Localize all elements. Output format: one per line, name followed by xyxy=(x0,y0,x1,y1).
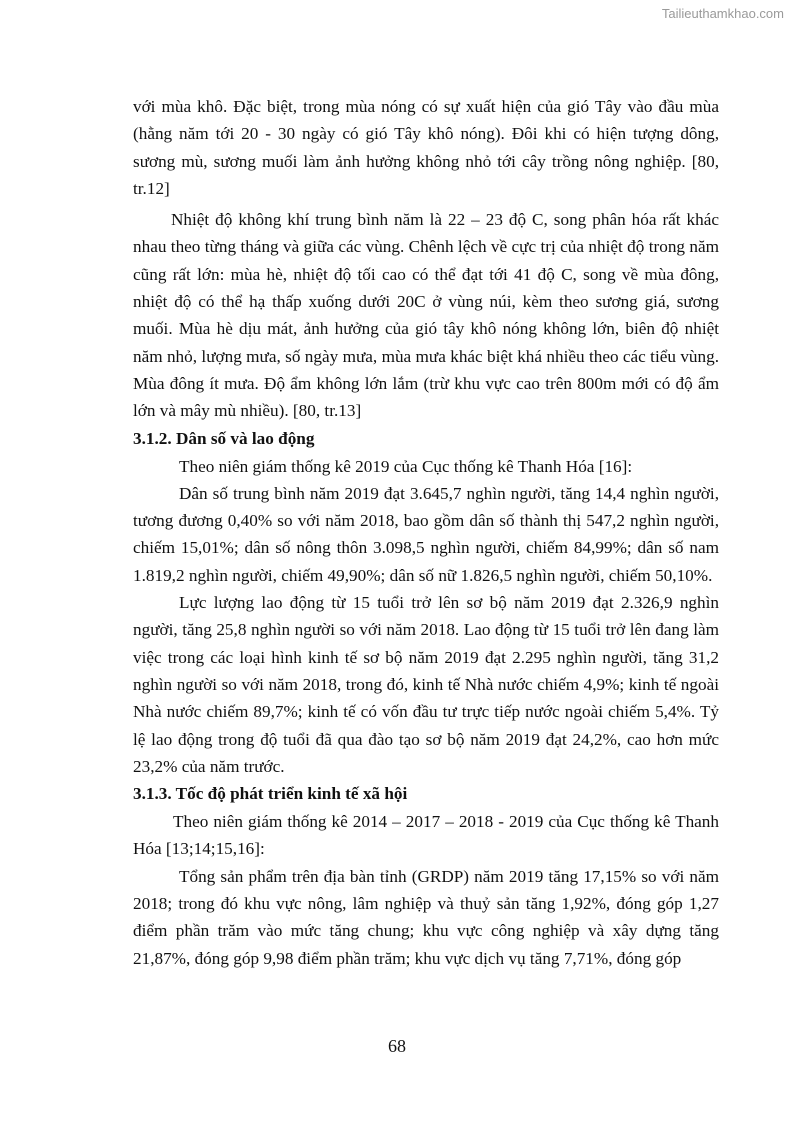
section-heading: 3.1.2. Dân số và lao động xyxy=(133,428,315,448)
paragraph: Lực lượng lao động từ 15 tuổi trở lên sơ bộ năm 2019 đạt 2.326,9 nghìn người, tăng 25,8 nghìn người so với năm 2018. Lao động từ 15 tuổi trở lên đang làm việc trong các loại hình kinh tế sơ bộ năm 2019 đạt 2.295 nghìn người, tăng 31,2 nghìn người so với năm 2018, trong đó, kinh tế Nhà nước chiếm 4,9%; kinh tế ngoài Nhà nước chiếm 89,7%; kinh tế có vốn đầu tư trực tiếp nước ngoài chiếm 5,4%. Tỷ lệ lao động trong độ tuổi đã qua đào tạo sơ bộ năm 2019 đạt 24,2%, cao hơn mức 23,2% của năm trước. xyxy=(133,593,719,776)
paragraph: Tổng sản phẩm trên địa bàn tỉnh (GRDP) năm 2019 tăng 17,15% so với năm 2018; trong đó khu vực nông, lâm nghiệp và thuỷ sản tăng 1,92%, đóng góp 1,27 điểm phần trăm vào mức tăng chung; khu vực công nghiệp và xây dựng tăng 21,87%, đóng góp 9,98 điểm phần trăm; khu vực dịch vụ tăng 7,71%, đóng góp xyxy=(133,866,719,968)
paragraph: Theo niên giám thống kê 2014 – 2017 – 2018 - 2019 của Cục thống kê Thanh Hóa [13;14;15,16]: xyxy=(133,812,719,859)
paragraph: Theo niên giám thống kê 2019 của Cục thống kê Thanh Hóa [16]: xyxy=(179,456,633,476)
paragraph: với mùa khô. Đặc biệt, trong mùa nóng có sự xuất hiện của gió Tây vào đầu mùa (hằng năm tới 20 - 30 ngày có gió Tây khô nóng). Đôi khi có hiện tượng dông, sương mù, sương muối làm ảnh hưởng không nhỏ tới cây trồng nông nghiệp. [80, tr.12] xyxy=(133,97,719,198)
document-body xyxy=(133,93,719,972)
paragraph: Nhiệt độ không khí trung bình năm là 22 – 23 độ C, song phân hóa rất khác nhau theo từng tháng và giữa các vùng. Chênh lệch về cực trị của nhiệt độ trong năm cũng rất lớn: mùa hè, nhiệt độ tối cao có thể đạt tới 41 độ C, song về mùa đông, nhiệt độ có thể hạ thấp xuống dưới 20C ở vùng núi, kèm theo sương giá, sương muối. Mùa hè dịu mát, ảnh hưởng của gió tây khô nóng không lớn, biên độ nhiệt năm nhỏ, lượng mưa, số ngày mưa, mùa mưa khác biệt khá nhiều theo các tiểu vùng. Mùa đông ít mưa. Độ ẩm không lớn lắm (trừ khu vực cao trên 800m mới có độ ẩm lớn và mây mù nhiều). [80, tr.13] xyxy=(133,210,719,421)
paragraph: Dân số trung bình năm 2019 đạt 3.645,7 nghìn người, tăng 14,4 nghìn người, tương đương 0,40% so với năm 2018, bao gồm dân số thành thị 547,2 nghìn người, chiếm 15,01%; dân số nông thôn 3.098,5 nghìn người, chiếm 84,99%; dân số nam 1.819,2 nghìn người, chiếm 49,90%; dân số nữ 1.826,5 nghìn người, chiếm 50,10%. xyxy=(133,483,719,585)
watermark: Tailieuthamkhao.com xyxy=(661,6,784,21)
section-heading: 3.1.3. Tốc độ phát triển kinh tế xã hội xyxy=(133,784,408,804)
page-number: 68 xyxy=(388,1036,406,1056)
